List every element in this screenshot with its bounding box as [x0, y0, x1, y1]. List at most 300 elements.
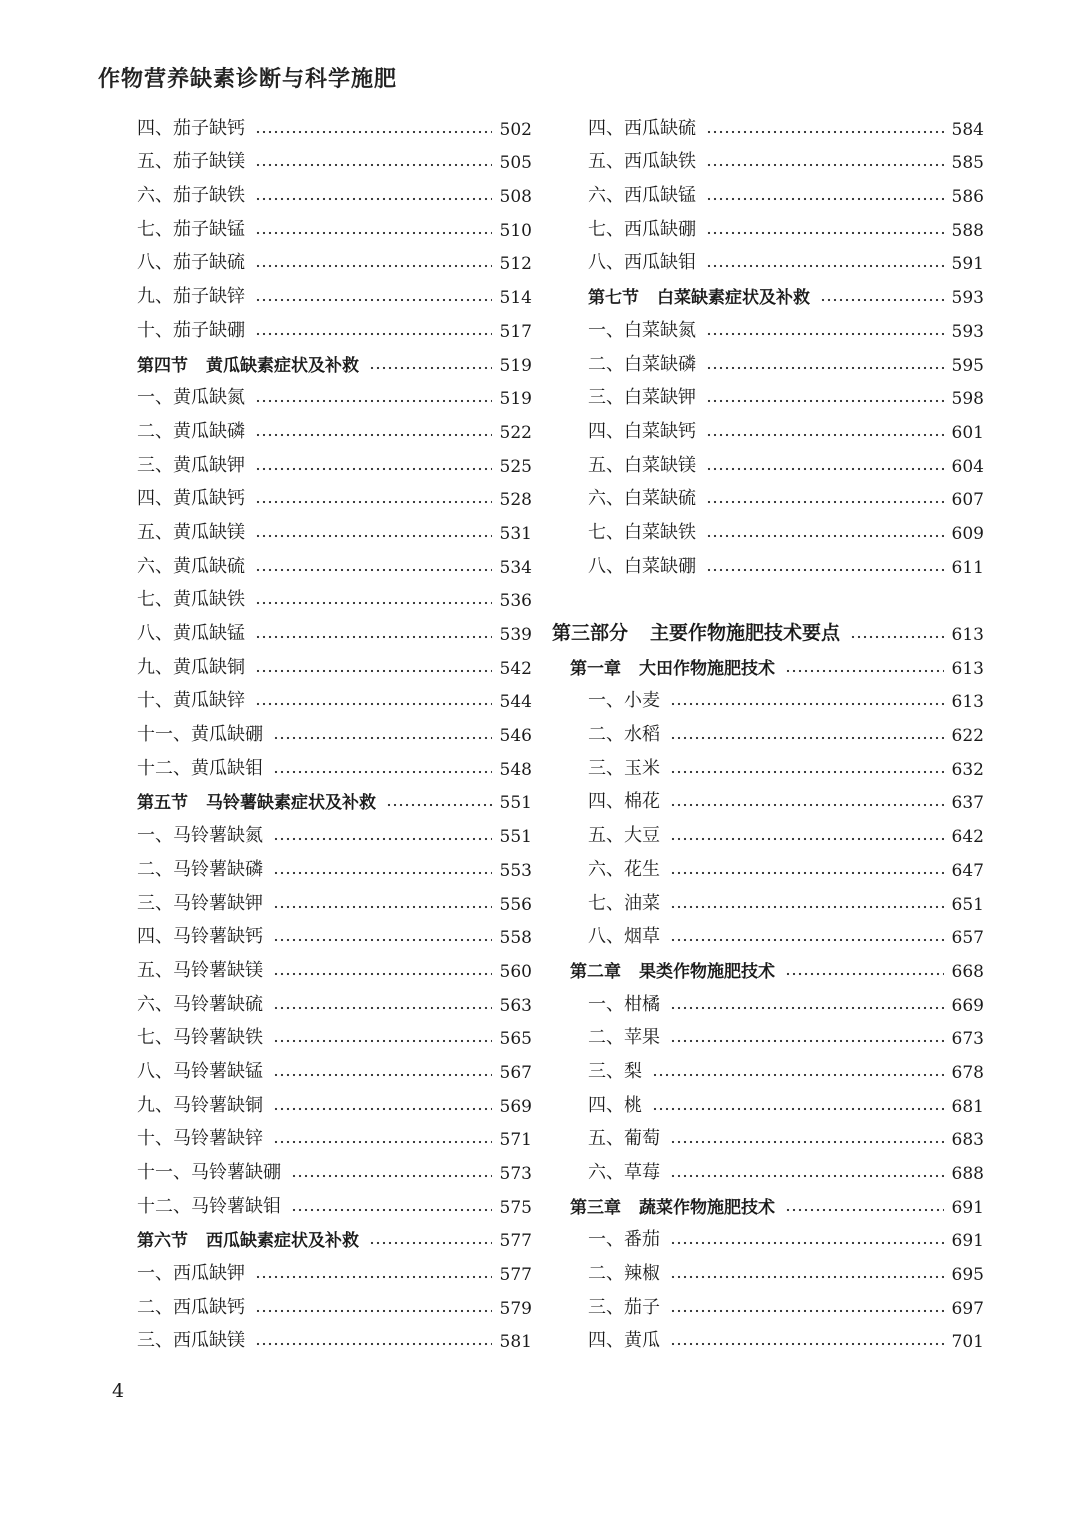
toc-entry-title	[137, 1326, 245, 1352]
toc-entry-label: 五、葡萄	[588, 1128, 660, 1150]
toc-entry-title	[588, 181, 696, 207]
toc-entry-page: 647	[951, 860, 984, 881]
toc-entry-label: 十二、黄瓜缺钼	[137, 757, 263, 779]
dot-leader	[652, 1107, 944, 1111]
toc-entry-label: 二、水稻	[588, 724, 660, 746]
toc-entry-section[interactable]	[552, 274, 984, 308]
toc-entry-title	[137, 518, 245, 544]
dot-leader	[255, 1309, 492, 1313]
toc-entry-heading: 西瓜缺素症状及补救	[206, 1231, 359, 1252]
toc-entry-title	[137, 788, 376, 813]
toc-entry-label: 第四节	[137, 355, 188, 376]
toc-entry-title	[588, 316, 696, 342]
toc-entry-item[interactable]	[137, 813, 532, 847]
toc-entry-label: 七、西瓜缺硼	[588, 218, 696, 240]
toc-entry-label: 七、白菜缺铁	[588, 521, 696, 543]
toc-entry-label: 十、马铃薯缺锌	[137, 1128, 263, 1150]
toc-entry-title	[137, 552, 245, 578]
toc-entry-heading: 马铃薯缺素症状及补救	[206, 793, 376, 814]
toc-entry-item[interactable]	[552, 544, 984, 578]
toc-entry-subitem[interactable]	[552, 847, 984, 881]
toc-entry-title	[137, 1293, 245, 1319]
toc-entry-page: 586	[951, 187, 984, 208]
toc-entry-title	[588, 114, 696, 140]
toc-entry-label: 四、白菜缺钙	[588, 420, 696, 442]
toc-entry-page: 510	[499, 220, 532, 241]
toc-entry-section[interactable]	[137, 342, 532, 376]
dot-leader	[785, 972, 944, 976]
toc-entry-title	[588, 1293, 660, 1319]
toc-entry-page: 577	[499, 1231, 532, 1252]
toc-entry-page: 678	[951, 1062, 984, 1083]
dot-leader	[291, 1174, 492, 1178]
toc-entry-title	[137, 1192, 281, 1218]
toc-entry-page: 593	[951, 321, 984, 342]
dot-leader	[273, 770, 492, 774]
toc-entry-label: 十一、黄瓜缺硼	[137, 724, 263, 746]
toc-entry-item[interactable]	[137, 140, 532, 174]
toc-entry-title	[588, 889, 660, 915]
toc-entry-label: 四、黄瓜缺钙	[137, 488, 245, 510]
toc-entry-title	[552, 618, 840, 645]
toc-entry-heading: 白菜缺素症状及补救	[657, 288, 810, 309]
toc-entry-label: 第二章	[570, 961, 621, 982]
toc-entry-page: 632	[951, 759, 984, 780]
toc-entry-page: 695	[951, 1265, 984, 1286]
toc-entry-label: 七、黄瓜缺铁	[137, 589, 245, 611]
toc-entry-label: 七、马铃薯缺铁	[137, 1027, 263, 1049]
dot-leader	[273, 1140, 492, 1144]
toc-entry-title	[137, 855, 263, 881]
dot-leader	[670, 1006, 944, 1010]
toc-entry-label: 一、西瓜缺钾	[137, 1263, 245, 1285]
toc-entry-label: 一、白菜缺氮	[588, 319, 696, 341]
toc-entry-title	[137, 754, 263, 780]
toc-entry-page: 525	[499, 456, 532, 477]
toc-entry-item[interactable]	[137, 881, 532, 915]
toc-entry-title	[137, 147, 245, 173]
toc-entry-page: 604	[951, 456, 984, 477]
toc-entry-title	[137, 1057, 263, 1083]
toc-entry-title	[137, 451, 245, 477]
toc-entry-page: 613	[951, 625, 984, 645]
toc-entry-page: 691	[951, 1231, 984, 1252]
toc-entry-page: 512	[499, 254, 532, 275]
toc-entry-subitem[interactable]	[552, 915, 984, 949]
toc-entry-item[interactable]	[137, 1117, 532, 1151]
toc-entry-label: 四、棉花	[588, 791, 660, 813]
toc-entry-page: 637	[951, 793, 984, 814]
toc-entry-title	[588, 1124, 660, 1150]
dot-leader	[670, 871, 944, 875]
dot-leader	[706, 332, 944, 336]
dot-leader	[255, 264, 492, 268]
toc-entry-item[interactable]	[137, 207, 532, 241]
toc-entry-item[interactable]	[137, 712, 532, 746]
toc-entry-subitem[interactable]	[552, 1285, 984, 1319]
toc-entry-page: 701	[951, 1332, 984, 1353]
toc-entry-item[interactable]	[137, 1251, 532, 1285]
toc-entry-title	[137, 585, 245, 611]
toc-entry-label: 三、西瓜缺镁	[137, 1330, 245, 1352]
dot-leader	[255, 702, 492, 706]
toc-entry-label: 五、茄子缺镁	[137, 151, 245, 173]
toc-entry-title	[570, 957, 775, 982]
toc-entry-subitem[interactable]	[552, 881, 984, 915]
toc-entry-title	[137, 821, 263, 847]
dot-leader	[255, 298, 492, 302]
toc-entry-label: 三、梨	[588, 1060, 642, 1082]
toc-entry-item[interactable]	[137, 611, 532, 645]
toc-entry-label: 十、茄子缺硼	[137, 319, 245, 341]
toc-entry-label: 十、黄瓜缺锌	[137, 690, 245, 712]
dot-leader	[273, 871, 492, 875]
toc-entry-label: 五、西瓜缺铁	[588, 151, 696, 173]
page-number: 4	[112, 1380, 125, 1402]
dot-leader	[255, 130, 492, 134]
toc-entry-item[interactable]	[552, 443, 984, 477]
toc-entry-item[interactable]	[137, 1184, 532, 1218]
toc-entry-page: 544	[499, 692, 532, 713]
toc-entry-page: 688	[951, 1164, 984, 1184]
toc-entry-page: 573	[499, 1164, 532, 1184]
toc-entry-page: 502	[499, 119, 532, 140]
toc-entry-item[interactable]	[137, 847, 532, 881]
toc-entry-item[interactable]	[137, 376, 532, 410]
toc-entry-page: 697	[951, 1298, 984, 1319]
toc-entry-item[interactable]	[137, 1049, 532, 1083]
toc-entry-label: 六、花生	[588, 858, 660, 880]
toc-entry-label: 二、白菜缺磷	[588, 353, 696, 375]
toc-entry-label: 第五节	[137, 793, 188, 814]
toc-entry-page: 673	[951, 1029, 984, 1050]
toc-entry-title	[588, 484, 696, 510]
toc-entry-item[interactable]	[137, 443, 532, 477]
dot-leader	[670, 1039, 944, 1043]
toc-entry-page: 681	[951, 1096, 984, 1117]
toc-entry-item[interactable]	[137, 982, 532, 1016]
toc-entry-title	[588, 1023, 660, 1049]
toc-entry-subitem[interactable]	[552, 679, 984, 713]
dot-leader	[706, 231, 944, 235]
toc-entry-chapter[interactable]	[552, 1184, 984, 1218]
toc-entry-subitem[interactable]	[552, 746, 984, 780]
toc-entry-item[interactable]	[552, 409, 984, 443]
toc-entry-title	[588, 1158, 660, 1184]
toc-entry-title	[137, 248, 245, 274]
dot-leader	[255, 332, 492, 336]
dot-leader	[670, 938, 944, 942]
toc-entry-item[interactable]	[137, 746, 532, 780]
toc-entry-page: 591	[951, 254, 984, 275]
dot-leader	[255, 231, 492, 235]
toc-entry-item[interactable]	[137, 308, 532, 342]
dot-leader	[255, 669, 492, 673]
toc-entry-item[interactable]	[552, 376, 984, 410]
dot-leader	[670, 702, 944, 706]
toc-entry-label: 二、辣椒	[588, 1263, 660, 1285]
toc-entry-item[interactable]	[137, 1016, 532, 1050]
toc-entry-title	[588, 686, 660, 712]
toc-entry-page: 642	[951, 827, 984, 848]
dot-leader	[273, 1107, 492, 1111]
toc-entry-subitem[interactable]	[552, 813, 984, 847]
toc-entry-item[interactable]	[137, 274, 532, 308]
toc-entry-title	[137, 1158, 281, 1184]
toc-entry-item[interactable]	[137, 948, 532, 982]
dot-leader	[850, 635, 944, 639]
toc-entry-page: 567	[499, 1062, 532, 1083]
toc-entry-label: 五、黄瓜缺镁	[137, 521, 245, 543]
toc-entry-section[interactable]	[137, 1218, 532, 1252]
toc-entry-subitem[interactable]	[552, 712, 984, 746]
dot-leader	[706, 163, 944, 167]
toc-entry-section[interactable]	[137, 780, 532, 814]
toc-entry-item[interactable]	[552, 106, 984, 140]
toc-entry-title	[137, 653, 245, 679]
dot-leader	[670, 1342, 944, 1346]
toc-entry-title	[588, 383, 696, 409]
toc-entry-label: 第三章	[570, 1197, 621, 1218]
toc-entry-item[interactable]	[137, 578, 532, 612]
toc-entry-title	[588, 552, 696, 578]
toc-entry-subitem[interactable]	[552, 1083, 984, 1117]
toc-entry-item[interactable]	[137, 409, 532, 443]
toc-entry-label: 六、马铃薯缺硫	[137, 993, 263, 1015]
toc-entry-label: 四、西瓜缺硫	[588, 117, 696, 139]
toc-entry-part[interactable]	[552, 611, 984, 645]
toc-entry-title	[137, 889, 263, 915]
toc-entry-subitem[interactable]	[552, 1251, 984, 1285]
toc-entry-label: 七、油菜	[588, 892, 660, 914]
dot-leader	[670, 1140, 944, 1144]
toc-entry-title	[137, 720, 263, 746]
toc-entry-title	[588, 787, 660, 813]
toc-entry-label: 八、白菜缺硼	[588, 555, 696, 577]
toc-entry-title	[137, 1226, 359, 1251]
toc-entry-page: 579	[499, 1298, 532, 1319]
toc-entry-page: 522	[499, 422, 532, 443]
toc-entry-item[interactable]	[137, 1150, 532, 1184]
toc-entry-chapter[interactable]	[552, 948, 984, 982]
toc-entry-item[interactable]	[137, 679, 532, 713]
dot-leader	[255, 534, 492, 538]
dot-leader	[670, 1174, 944, 1178]
toc-entry-chapter[interactable]	[552, 645, 984, 679]
book-title: 作物营养缺素诊断与科学施肥	[98, 67, 398, 92]
toc-entry-subitem[interactable]	[552, 1016, 984, 1050]
dot-leader	[706, 534, 944, 538]
dot-leader	[255, 433, 492, 437]
toc-entry-label: 七、茄子缺锰	[137, 218, 245, 240]
dot-leader	[706, 366, 944, 370]
toc-entry-item[interactable]	[137, 173, 532, 207]
dot-leader	[255, 467, 492, 471]
toc-entry-title	[588, 248, 696, 274]
toc-entry-label: 四、茄子缺钙	[137, 117, 245, 139]
dot-leader	[386, 803, 492, 807]
toc-entry-item[interactable]	[137, 1319, 532, 1353]
dot-leader	[785, 1208, 944, 1212]
toc-entry-subitem[interactable]	[552, 1049, 984, 1083]
toc-entry-label: 二、西瓜缺钙	[137, 1296, 245, 1318]
toc-entry-label: 六、西瓜缺锰	[588, 185, 696, 207]
toc-entry-label: 十二、马铃薯缺钼	[137, 1195, 281, 1217]
toc-entry-page: 668	[951, 961, 984, 982]
toc-entry-page: 575	[499, 1197, 532, 1218]
toc-entry-page: 569	[499, 1096, 532, 1117]
toc-entry-title	[588, 821, 660, 847]
toc-entry-title	[137, 956, 263, 982]
toc-entry-page: 517	[499, 321, 532, 342]
toc-entry-label: 第六节	[137, 1231, 188, 1252]
toc-entry-item[interactable]	[552, 173, 984, 207]
dot-leader	[670, 736, 944, 740]
toc-entry-page: 534	[499, 557, 532, 578]
toc-entry-label: 二、马铃薯缺磷	[137, 858, 263, 880]
toc-entry-page: 514	[499, 288, 532, 309]
toc-entry-item[interactable]	[552, 241, 984, 275]
toc-entry-item[interactable]	[137, 510, 532, 544]
toc-left-column	[137, 106, 532, 1352]
toc-entry-subitem[interactable]	[552, 780, 984, 814]
toc-entry-label: 三、黄瓜缺钾	[137, 454, 245, 476]
toc-right-column	[552, 106, 984, 1352]
toc-entry-label: 一、马铃薯缺氮	[137, 825, 263, 847]
dot-leader	[670, 837, 944, 841]
toc-entry-item[interactable]	[552, 510, 984, 544]
toc-entry-item[interactable]	[552, 207, 984, 241]
dot-leader	[273, 837, 492, 841]
toc-entry-label: 十一、马铃薯缺硼	[137, 1162, 281, 1183]
toc-entry-label: 八、茄子缺硫	[137, 252, 245, 274]
toc-entry-label: 六、草莓	[588, 1162, 660, 1183]
toc-entry-item[interactable]	[137, 1083, 532, 1117]
toc-entry-title	[588, 350, 696, 376]
toc-entry-title	[137, 181, 245, 207]
toc-entry-label: 一、小麦	[588, 690, 660, 712]
toc-entry-page: 505	[499, 153, 532, 174]
toc-entry-page: 613	[951, 692, 984, 713]
dot-leader	[670, 1275, 944, 1279]
toc-entry-page: 683	[951, 1130, 984, 1151]
toc-entry-title	[588, 922, 660, 948]
toc-entry-item[interactable]	[552, 140, 984, 174]
toc-entry-item[interactable]	[552, 308, 984, 342]
dot-leader	[670, 1309, 944, 1313]
toc-entry-heading: 蔬菜作物施肥技术	[639, 1197, 775, 1218]
toc-entry-page: 546	[499, 726, 532, 747]
dot-leader	[369, 366, 492, 370]
toc-entry-page: 553	[499, 860, 532, 881]
toc-entry-label: 一、柑橘	[588, 993, 660, 1015]
toc-entry-title	[137, 1124, 263, 1150]
toc-entry-title	[588, 417, 696, 443]
toc-entry-label: 三、白菜缺钾	[588, 387, 696, 409]
toc-entry-item[interactable]	[137, 915, 532, 949]
toc-entry-label: 六、白菜缺硫	[588, 488, 696, 510]
toc-entry-item[interactable]	[137, 106, 532, 140]
dot-leader	[273, 972, 492, 976]
toc-entry-page: 584	[951, 119, 984, 140]
toc-entry-page: 577	[499, 1265, 532, 1286]
toc-entry-subitem[interactable]	[552, 1218, 984, 1252]
toc-entry-title	[588, 720, 660, 746]
toc-entry-item[interactable]	[552, 342, 984, 376]
toc-entry-label: 三、马铃薯缺钾	[137, 892, 263, 914]
dot-leader	[670, 770, 944, 774]
dot-leader	[255, 399, 492, 403]
toc-entry-item[interactable]	[137, 645, 532, 679]
toc-entry-label: 八、马铃薯缺锰	[137, 1060, 263, 1082]
toc-entry-title	[137, 351, 359, 376]
dot-leader	[706, 433, 944, 437]
toc-entry-label: 九、黄瓜缺铜	[137, 656, 245, 678]
toc-entry-label: 九、马铃薯缺铜	[137, 1094, 263, 1116]
dot-leader	[670, 905, 944, 909]
toc-entry-heading: 果类作物施肥技术	[639, 961, 775, 982]
dot-leader	[255, 1275, 492, 1279]
toc-entry-item[interactable]	[137, 544, 532, 578]
toc-entry-page: 539	[499, 625, 532, 645]
toc-entry-page: 581	[499, 1332, 532, 1353]
toc-entry-subitem[interactable]	[552, 982, 984, 1016]
toc-entry-item[interactable]	[552, 477, 984, 511]
toc-entry-page: 519	[499, 389, 532, 410]
toc-entry-subitem[interactable]	[552, 1117, 984, 1151]
dot-leader	[291, 1208, 492, 1212]
dot-leader	[273, 1039, 492, 1043]
toc-entry-label: 四、马铃薯缺钙	[137, 926, 263, 948]
toc-entry-page: 611	[951, 557, 984, 578]
toc-entry-item[interactable]	[137, 477, 532, 511]
toc-entry-page: 609	[951, 523, 984, 544]
toc-entry-label: 第一章	[570, 658, 621, 679]
dot-leader	[255, 635, 492, 639]
toc-entry-subitem[interactable]	[552, 1319, 984, 1353]
toc-entry-label: 二、黄瓜缺磷	[137, 420, 245, 442]
toc-entry-page: 657	[951, 928, 984, 949]
toc-entry-label: 六、黄瓜缺硫	[137, 555, 245, 577]
toc-entry-heading: 大田作物施肥技术	[639, 658, 775, 679]
toc-entry-subitem[interactable]	[552, 1150, 984, 1184]
toc-entry-page: 593	[951, 288, 984, 309]
dot-leader	[255, 601, 492, 605]
toc-entry-page: 536	[499, 591, 532, 612]
dot-leader	[706, 399, 944, 403]
toc-entry-title	[588, 215, 696, 241]
toc-entry-label: 九、茄子缺锌	[137, 286, 245, 308]
toc-entry-label: 一、番茄	[588, 1229, 660, 1251]
toc-entry-title	[588, 855, 660, 881]
toc-entry-title	[137, 383, 245, 409]
toc-entry-label: 四、桃	[588, 1094, 642, 1116]
toc-entry-page: 613	[951, 658, 984, 679]
toc-entry-title	[137, 282, 245, 308]
toc-entry-label: 八、西瓜缺钼	[588, 252, 696, 274]
toc-entry-page: 588	[951, 220, 984, 241]
toc-entry-page: 508	[499, 187, 532, 208]
dot-leader	[706, 130, 944, 134]
dot-leader	[670, 803, 944, 807]
toc-entry-item[interactable]	[137, 1285, 532, 1319]
toc-entry-label: 四、黄瓜	[588, 1330, 660, 1352]
toc-entry-item[interactable]	[137, 241, 532, 275]
toc-entry-label: 八、烟草	[588, 926, 660, 948]
dot-leader	[273, 736, 492, 740]
toc-entry-title	[137, 114, 245, 140]
toc-entry-page: 601	[951, 422, 984, 443]
